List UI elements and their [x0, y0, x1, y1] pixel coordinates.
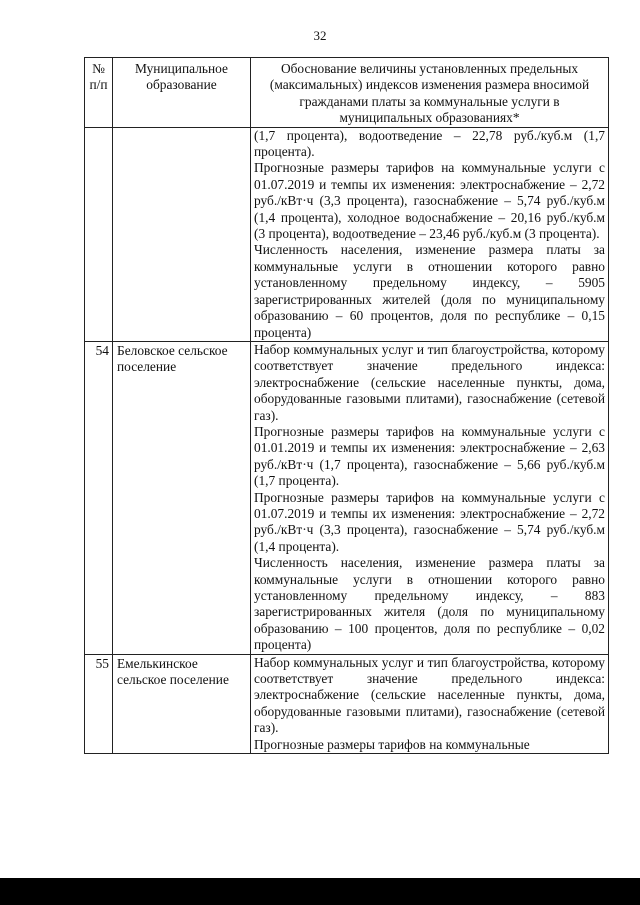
scan-bottom-border [0, 878, 640, 905]
header-justification: Обоснование величины установленных предельных (максимальных) индексов изменения размера вносимой гражданами платы за коммунальные услуги в муниципальных образованиях* [251, 58, 609, 128]
row-municipality: Емелькинское сельское поселение [113, 654, 251, 753]
justification-paragraph: Прогнозные размеры тарифов на коммунальные услуги с 01.07.2019 и темпы их изменения: электроснабжение – 2,72 руб./кВт·ч (3,3 процента), газоснабжение – 5,74 руб./куб.м (1,4 процента), холодное водоснабжение – 20,16 руб./куб.м (3 процента), водоотведение – 23,46 руб./куб.м (3 процента). [254, 160, 605, 242]
row-justification [251, 341, 609, 654]
row-municipality [113, 127, 251, 341]
header-num: № п/п [85, 58, 113, 128]
justification-paragraph: Набор коммунальных услуг и тип благоустройства, которому соответствует значение предельного индекса: электроснабжение (сельские населенные пункты, дома, оборудованные газовыми плитами), газоснабжение (сетевой газ). [254, 654, 605, 736]
row-number: 54 [85, 341, 113, 654]
table-row [85, 127, 609, 341]
justification-paragraph: Численность населения, изменение размера платы за коммунальные услуги в отношении которого равно установленному предельному индексу, – 883 зарегистрированных жителя (доля по муниципальному образованию – 100 процентов, доля по республике – 0,02 процента) [254, 555, 605, 653]
table-row [85, 341, 609, 654]
row-number [85, 127, 113, 341]
row-municipality: Беловское сельское поселение [113, 341, 251, 654]
justification-paragraph: Прогнозные размеры тарифов на коммунальные услуги с 01.07.2019 и темпы их изменения: электроснабжение – 2,72 руб./кВт·ч (3,3 процента), газоснабжение – 5,74 руб./куб.м (1,4 процента). [254, 489, 605, 554]
justification-paragraph: Прогнозные размеры тарифов на коммунальные [254, 736, 530, 752]
justification-paragraph: (1,7 процента), водоотведение – 22,78 руб./куб.м (1,7 процента). [254, 127, 605, 160]
row-justification [251, 127, 609, 341]
justification-paragraph: Набор коммунальных услуг и тип благоустройства, которому соответствует значение предельного индекса: электроснабжение (сельские населенные пункты, дома, оборудованные газовыми плитами), газоснабжение (сетевой газ). [254, 341, 605, 423]
table-row [85, 654, 609, 753]
page-number: 32 [313, 28, 327, 43]
row-number: 55 [85, 654, 113, 753]
justification-paragraph: Численность населения, изменение размера платы за коммунальные услуги в отношении которого равно установленному предельному индексу, – 5905 зарегистрированных жителей (доля по муниципальному образованию – 60 процентов, доля по республике – 0,15 процента) [254, 242, 605, 340]
header-municipality: Муниципальное образование [113, 58, 251, 128]
row-justification [251, 654, 609, 753]
justification-paragraph: Прогнозные размеры тарифов на коммунальные услуги с 01.01.2019 и темпы их изменения: электроснабжение – 2,63 руб./кВт·ч (1,7 процента), газоснабжение – 5,66 руб./куб.м (1,7 процента). [254, 423, 605, 489]
tariff-table [84, 57, 609, 754]
table-header-row [85, 58, 609, 128]
